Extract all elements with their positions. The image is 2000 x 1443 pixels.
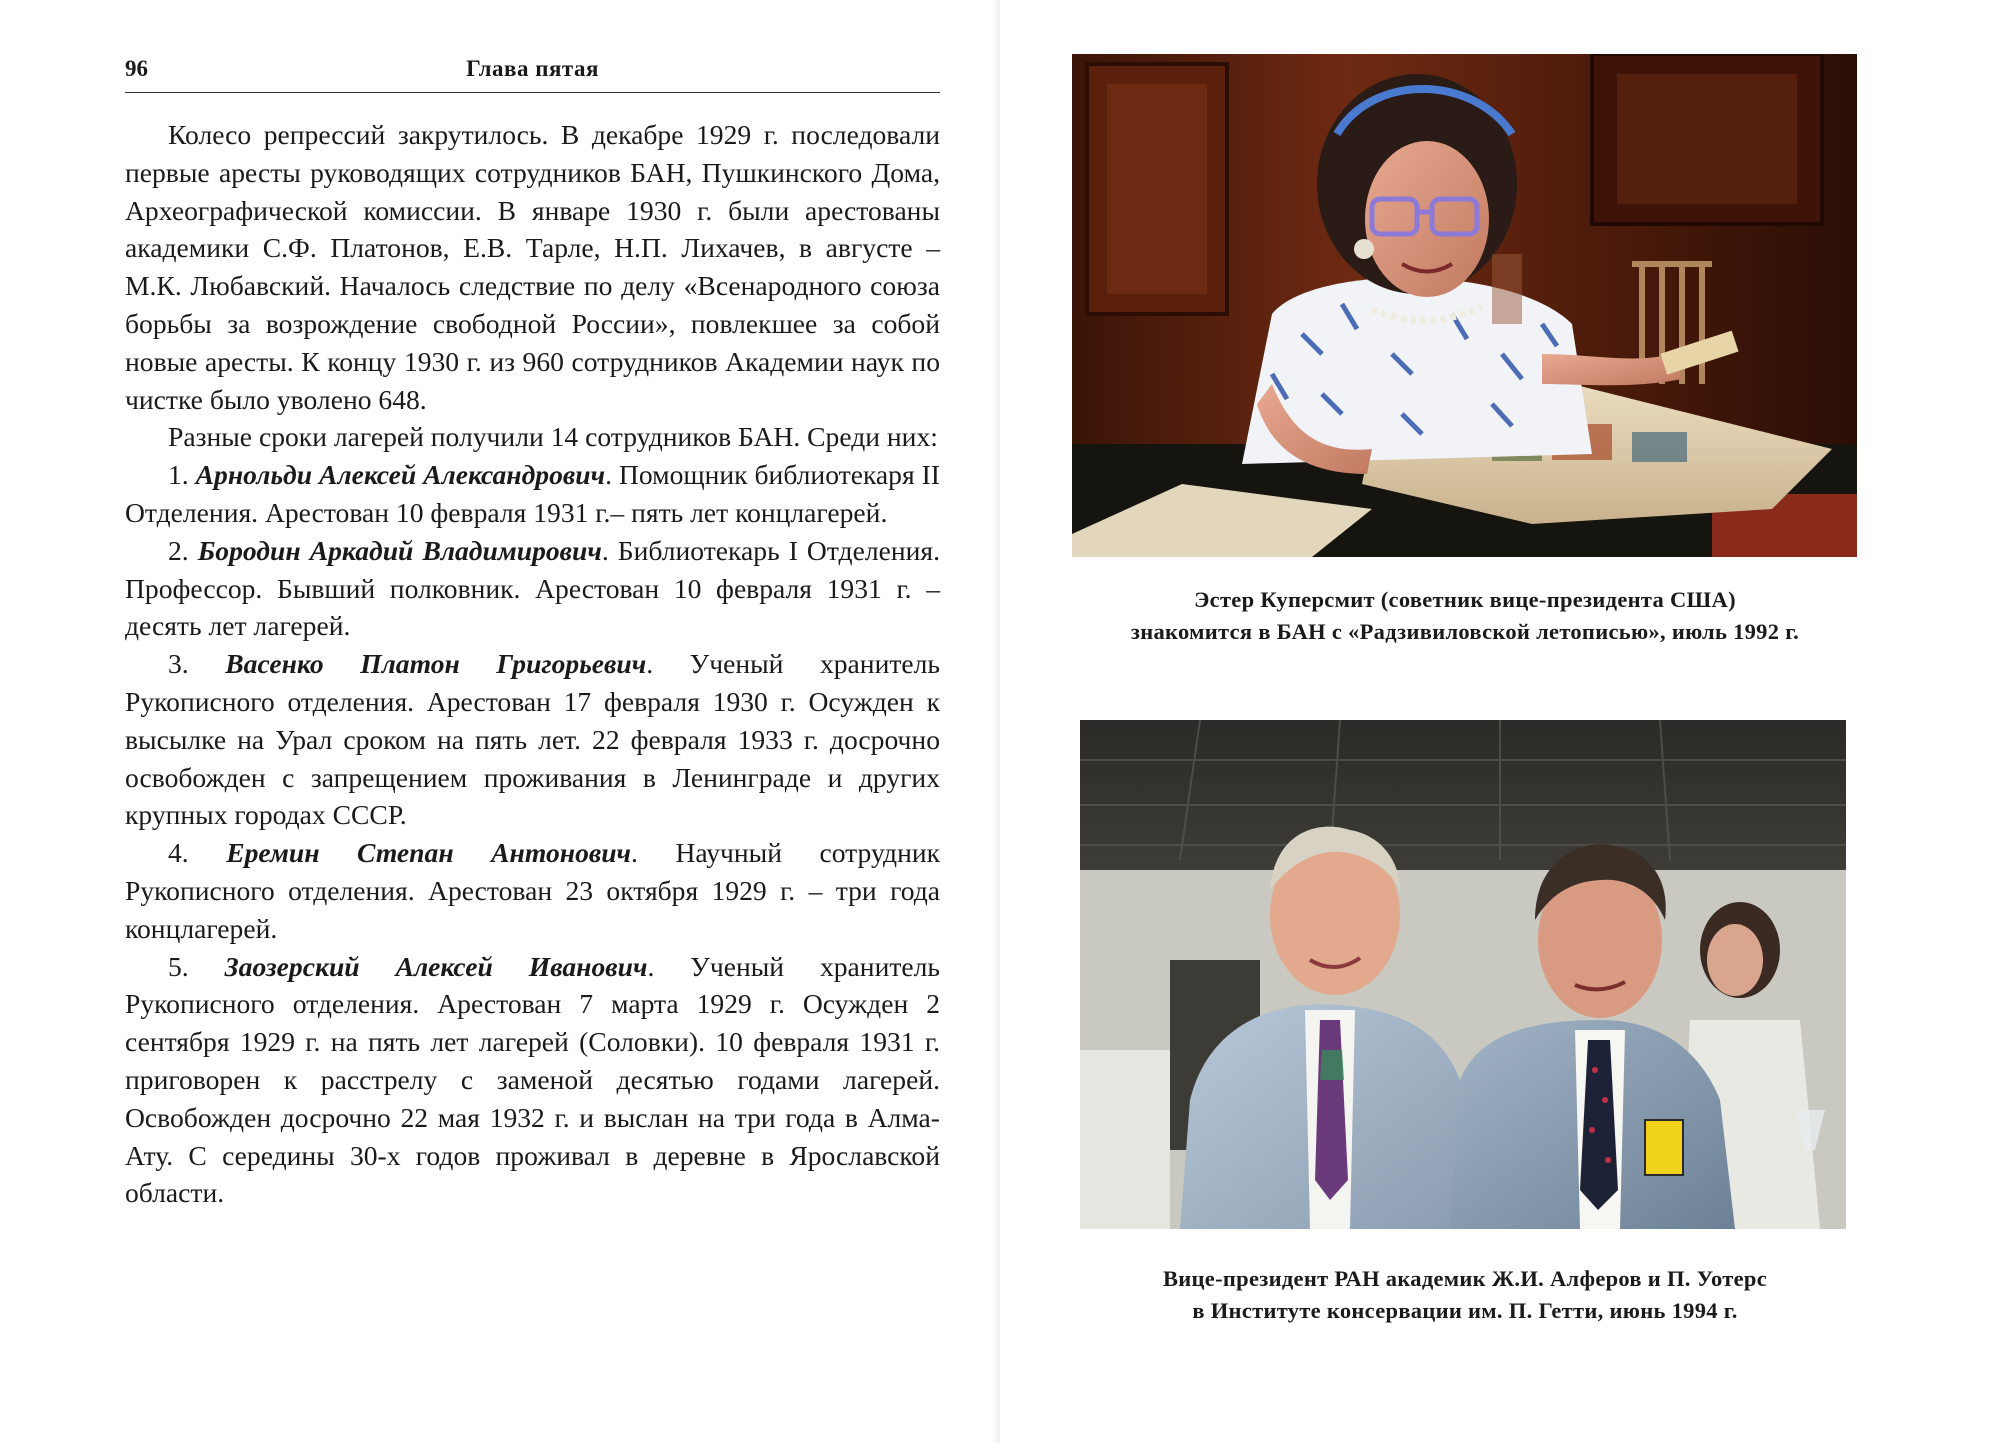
header-rule bbox=[125, 92, 940, 93]
list-number: 4. bbox=[168, 837, 227, 869]
photo-caption-2 bbox=[1060, 1263, 1870, 1327]
chapter-title: Глава пятая bbox=[466, 56, 599, 81]
paragraph-text: Разные сроки лагерей получили 14 сотрудников БАН. Среди них: bbox=[168, 421, 938, 453]
photo-caption-1 bbox=[1060, 584, 1870, 648]
caption-line: в Институте консервации им. П. Гетти, июнь 1994 г. bbox=[1192, 1298, 1738, 1323]
list-number: 5. bbox=[168, 950, 225, 982]
list-item-5 bbox=[125, 948, 940, 1213]
list-item-2 bbox=[125, 532, 940, 645]
list-item-1 bbox=[125, 456, 940, 532]
list-item-text: . Ученый хранитель Рукописного отделения. Арестован 17 февраля 1930 г. Осужден к высылке на Урал сроком на пять лет. 22 февраля 1933 г. досрочно освобожден с запрещением проживания в Ленинграде и других крупных городах СССР. bbox=[125, 648, 940, 831]
list-item-3 bbox=[125, 645, 940, 834]
person-name: Васенко Платон Григорьевич bbox=[225, 648, 647, 680]
caption-line: знакомится в БАН с «Радзивиловской летописью», июль 1992 г. bbox=[1130, 619, 1800, 644]
person-name: Бородин Аркадий Владимирович bbox=[197, 534, 602, 566]
paragraph-list-intro bbox=[125, 418, 940, 456]
running-head bbox=[125, 56, 940, 88]
person-name: Заозерский Алексей Иванович bbox=[224, 950, 648, 982]
list-item-text: . Библиотекарь I Отделения. Профессор. Бывший полковник. Арестован 10 февраля 1931 г. – десять лет лагерей. bbox=[125, 534, 940, 642]
photo-two-men bbox=[1080, 720, 1846, 1229]
list-number: 1. bbox=[168, 459, 196, 491]
caption-line: Эстер Куперсмит (советник вице-президента США) bbox=[1194, 587, 1736, 612]
photo-manuscript-reader bbox=[1072, 54, 1857, 557]
person-name: Арнольди Алексей Александрович bbox=[195, 459, 606, 491]
list-number: 2. bbox=[168, 534, 198, 566]
list-number: 3. bbox=[168, 648, 226, 680]
body-text bbox=[125, 116, 940, 1212]
paragraph-text: Колесо репрессий закрутилось. В декабре 1929 г. последовали первые аресты руководящих сотрудников БАН, Пушкинского Дома, Археографической комиссии. В январе 1930 г. были арестованы академики С.Ф. Платонов, Е.В. Тарле, Н.П. Лихачев, в августе – М.К. Любавский. Началось следствие по делу «Всенародного союза борьбы за возрождение свободной России», повлекшее за собой новые аресты. К концу 1930 г. из 960 сотрудников Академии наук по чистке было уволено 648. bbox=[125, 119, 940, 415]
list-item-text: . Помощник библиотекаря II Отделения. Арестован 10 февраля 1931 г.– пять лет концлагерей. bbox=[125, 459, 940, 528]
page-number: 96 bbox=[125, 56, 148, 81]
list-item-text: . Научный сотрудник Рукописного отделения. Арестован 23 октября 1929 г. – три года концлагерей. bbox=[125, 837, 941, 944]
list-item-text: . Ученый хранитель Рукописного отделения. Арестован 7 марта 1929 г. Осужден 2 сентября 1929 г. на пять лет лагерей (Соловки). 10 февраля 1931 г. приговорен к расстрелу с заменой десятью годами лагерей. Освобожден досрочно 22 мая 1932 г. и выслан на три года в Алма-Ату. С середины 30-х годов проживал в деревне в Ярославской области. bbox=[125, 950, 940, 1209]
list-item-4 bbox=[125, 834, 940, 947]
person-name: Еремин Степан Антонович bbox=[226, 837, 632, 869]
caption-line: Вице-президент РАН академик Ж.И. Алферов и П. Уотерс bbox=[1162, 1266, 1768, 1291]
paragraph-intro bbox=[125, 116, 940, 418]
